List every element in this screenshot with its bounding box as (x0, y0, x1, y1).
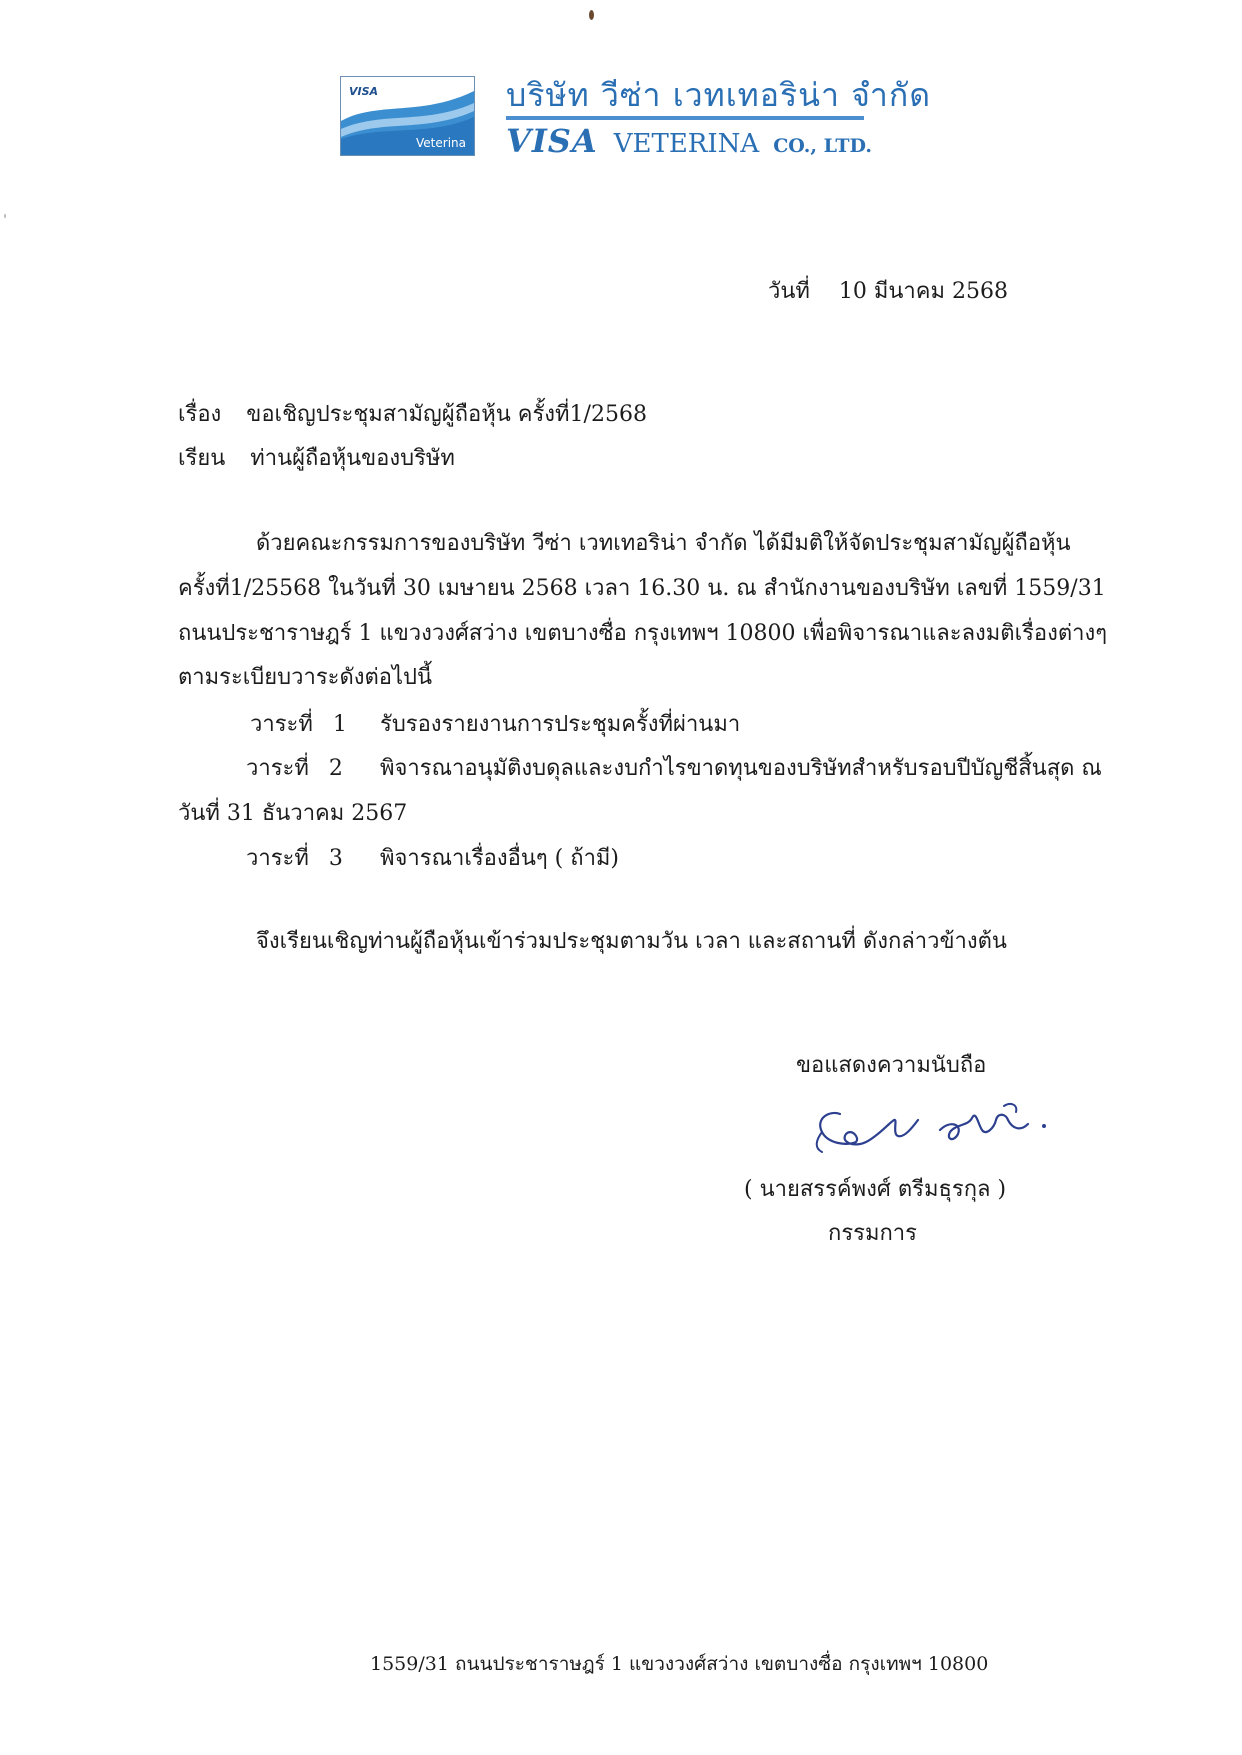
agenda-item-2-continuation: วันที่ 31 ธันวาคม 2567 (178, 801, 408, 826)
body-line-4: ตามระเบียบวาระดังต่อไปนี้ (178, 665, 433, 690)
date-line (768, 278, 1008, 306)
company-name-english (506, 122, 872, 160)
logo-veterina-text: Veterina (416, 136, 466, 150)
recipient-line (178, 445, 455, 473)
body-line-3: ถนนประชาราษฎร์ 1 แขวงวงศ์สว่าง เขตบางซื่อ กรุงเทพฯ 10800 เพื่อพิจารณาและลงมติเรื่องต่างๆ (178, 621, 1108, 646)
closing-regards: ขอแสดงความนับถือ (796, 1053, 987, 1078)
subject-label: เรื่อง (178, 402, 222, 427)
company-en-suffix: CO., LTD. (773, 135, 872, 157)
recipient-label: เรียน (178, 446, 226, 471)
subject-line (178, 401, 647, 429)
subject-value: ขอเชิญประชุมสามัญผู้ถือหุ้น ครั้งที่1/2568 (246, 402, 647, 427)
company-name-thai: บริษัท วีซ่า เวทเทอริน่า จำกัด (506, 76, 932, 114)
recipient-value: ท่านผู้ถือหุ้นของบริษัท (250, 446, 455, 471)
body-line-1: ด้วยคณะกรรมการของบริษัท วีซ่า เวทเทอริน่า จำกัด ได้มีมติให้จัดประชุมสามัญผู้ถือหุ้น (256, 531, 1071, 556)
agenda-item-1-label: วาระที่ 1 (250, 712, 347, 737)
scan-speck (589, 10, 594, 20)
invitation-text: จึงเรียนเชิญท่านผู้ถือหุ้นเข้าร่วมประชุมตามวัน เวลา และสถานที่ ดังกล่าวข้างต้น (256, 929, 1007, 954)
signatory-name: ( นายสรรค์พงศ์ ตรีมธุรกุล ) (744, 1177, 1007, 1202)
agenda-item-3-text: พิจารณาเรื่องอื่นๆ ( ถ้ามี) (380, 846, 620, 871)
agenda-item-2-label: วาระที่ 2 (246, 756, 343, 781)
agenda-item-2-text: พิจารณาอนุมัติงบดุลและงบกำไรขาดทุนของบริษัทสำหรับรอบปีบัญชีสิ้นสุด ณ (380, 756, 1102, 781)
company-logo (340, 76, 475, 156)
agenda-item-1-text: รับรองรายงานการประชุมครั้งที่ผ่านมา (380, 712, 741, 737)
logo-visa-text: VISA (349, 85, 379, 98)
company-en-visa: VISA (506, 122, 598, 160)
header-rule (506, 116, 864, 120)
date-value: 10 มีนาคม 2568 (838, 279, 1008, 304)
signatory-position: กรรมการ (828, 1221, 917, 1246)
agenda-item-3-label: วาระที่ 3 (246, 846, 343, 871)
handwritten-signature (800, 1084, 1080, 1178)
company-en-veterina: VETERINA (613, 129, 760, 159)
footer-address: 1559/31 ถนนประชาราษฎร์ 1 แขวงวงศ์สว่าง เขตบางซื่อ กรุงเทพฯ 10800 (370, 1653, 989, 1675)
date-label: วันที่ (768, 279, 810, 304)
scan-speck (4, 214, 6, 218)
body-line-2: ครั้งที่1/25568 ในวันที่ 30 เมษายน 2568 เวลา 16.30 น. ณ สำนักงานของบริษัท เลขที่ 1559/31 (178, 576, 1106, 601)
